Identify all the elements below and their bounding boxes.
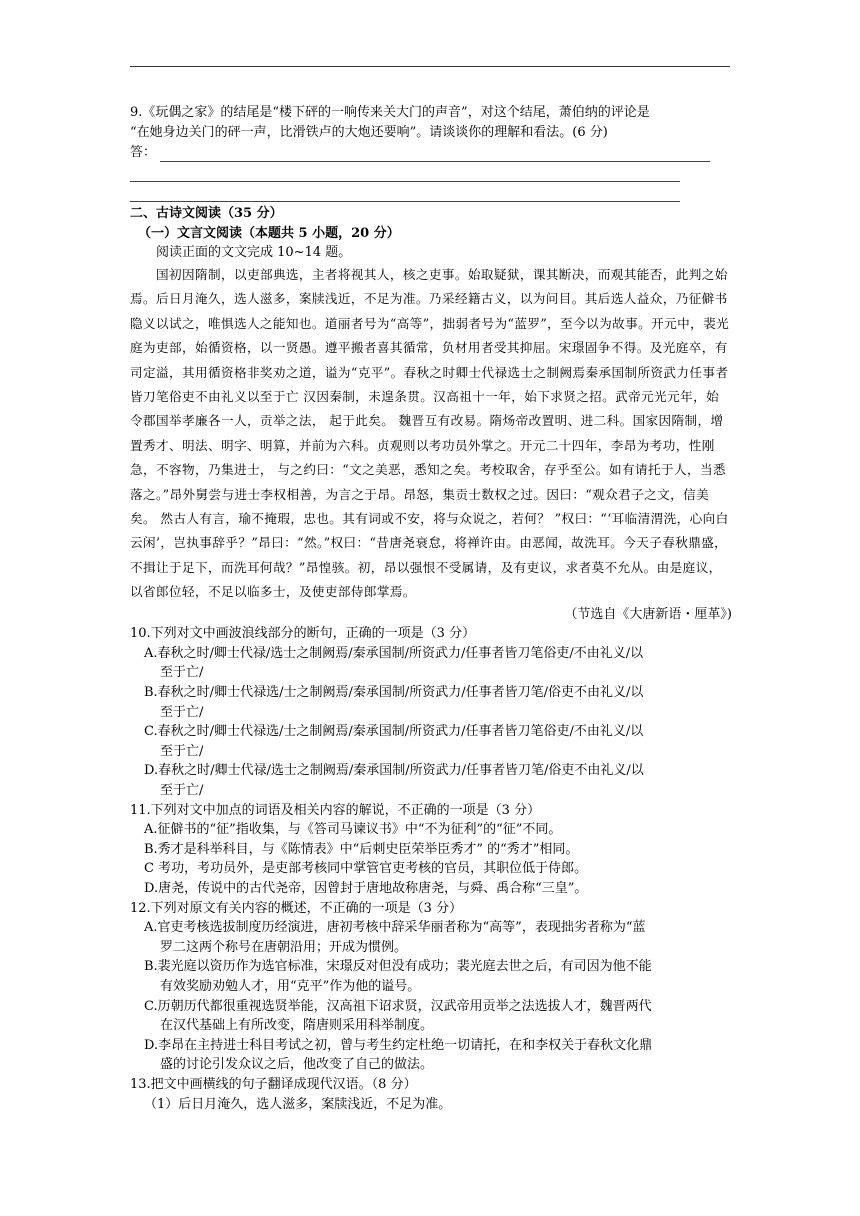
q10-option-d[interactable]: D.春秋之时/卿士代禄/选士之制阙焉/秦承国制/所资武力/任事者皆刀笔/俗吏不由礼义/以 — [144, 763, 644, 779]
subsection-title: （一）文言文阅读（本题共 5 小题，20 分） — [138, 225, 400, 241]
answer-line-1[interactable] — [160, 142, 710, 162]
reading-instruction: 阅读正面的文文完成 10~14 题。 — [156, 245, 352, 261]
q12-option-b[interactable]: B.裴光庭以资历作为选官标准，宋璟反对但没有成功；裴光庭去世之后，有司因为他不能 — [144, 959, 652, 975]
question-11-stem: 11.下列对文中加点的词语及相关内容的解说，不正确的一项是（3 分） — [130, 802, 541, 818]
answer-line-3[interactable] — [130, 182, 680, 202]
q10-option-b[interactable]: B.春秋之时/卿士代禄选/士之制阙焉/秦承国制/所资武力/任事者皆刀笔/俗吏不由礼义/以 — [144, 685, 644, 701]
answer-line-2[interactable] — [130, 162, 680, 182]
q10-option-c-cont: 至于亡/ — [160, 743, 204, 759]
q12-option-d[interactable]: D.李昂在主持进士科目考试之初，曾与考生约定杜绝一切请托，在和李权关于春秋文化鼎 — [144, 1037, 653, 1053]
question-9-line1: 9.《玩偶之家》的结尾是“楼下砰的一响传来关大门的声音”，对这个结尾，萧伯纳的评论是 — [130, 105, 650, 120]
q13-sentence-1: （1）后日月淹久，选人滋多，案牍浅近，不足为准。 — [144, 1096, 452, 1112]
question-12-stem: 12.下列对原文有关内容的概述，不正确的一项是（3 分） — [130, 900, 463, 916]
q11-option-b[interactable]: B.秀才是科举科目，与《陈情表》中“后刺史臣荣举臣秀才” 的“秀才”相同。 — [144, 841, 579, 857]
section-title: 二、古诗文阅读（35 分） — [130, 206, 283, 222]
question-9-line2: “在她身边关门的砰一声，比滑铁卢的大炮还要响”。请谈谈你的理解和看法。(6 分) — [130, 124, 608, 140]
q10-option-c[interactable]: C.春秋之时/卿士代禄选/士之制阙焉/秦承国制/所资武力/任事者皆刀笔俗吏/不由礼义/以 — [144, 724, 644, 740]
q10-option-d-cont: 至于亡/ — [160, 783, 204, 798]
q12-option-c-cont: 在汉代基础上有所改变，隋唐则采用科举制度。 — [160, 1018, 434, 1034]
question-10-stem: 10.下列对文中画波浪线部分的断句，正确的一项是（3 分） — [130, 626, 476, 642]
answer-row — [130, 142, 732, 162]
answer-label: 答： — [130, 144, 157, 160]
q12-option-a-cont: 罗二这两个称号在唐朝沿用；开成为惯例。 — [160, 939, 408, 955]
q12-option-b-cont: 有效奖励劝勉人才，用“克平”作为他的谥号。 — [160, 978, 421, 994]
q10-option-a-cont: 至于亡/ — [160, 665, 204, 681]
q11-option-c[interactable]: C 考功，考功员外，是吏部考核同中掌管官吏考核的官员，其职位低于侍郎。 — [144, 861, 588, 877]
passage-source: （节选自《大唐新语・厘革》) — [564, 606, 732, 622]
q12-option-a[interactable]: A.官吏考核选拔制度历经演进，唐初考核中辞采华丽者称为“高等”，表现拙劣者称为“蓝 — [144, 920, 646, 936]
q12-option-d-cont: 盛的讨论引发众议之后，他改变了自己的做法。 — [160, 1057, 434, 1073]
header-rule — [130, 66, 730, 67]
q11-option-d[interactable]: D.唐尧，传说中的古代尧帝，因曾封于唐地故称唐尧，与舜、禹合称“三皇”。 — [144, 880, 588, 896]
classical-passage: 国初因隋制，以吏部典选，主者将视其人，核之吏事。始取疑狱，课其断决，而观其能否，此判之始焉。后日月淹久，选人滋多，案牍浅近，不足为准。乃采经籍古义，以为问目。其后选人益众，乃征僻书隐义以试之，唯惧选人之能知也。道丽者号为“高等”，拙弱者号为“蓝罗”，至今以为故事。开元中，裴光庭为吏部，始循资格，以一贤愚。遵平搬者喜其循常，负材用者受其抑屈。宋璟固争不得。及光庭卒，有司定溢，其用循资格非奖劝之道，谥为“克平”。春秋之时卿士代禄选士之制阙焉秦承国制所资武力任事者皆刀笔俗吏不由礼义以至于亡 汉因秦制，未遑条贯。汉高祖十一年，始下求贤之招。武帝元光元年，始令郡国举孝廉各一人，贡举之法， 起于此矣。 魏晋互有改易。隋炀帝改置明、进二科。国家因隋制，增置秀才、明法、明字、明算，并前为六科。贞观则以考功员外掌之。开元二十四年，李昂为考功，性刚急，不容物，乃集进士， 与之约曰：“文之美恶，悉知之矣。考校取舍，存乎至公。如有请托于人，当悉落之。”昂外舅尝与进士李权相善，为言之于昂。昂怒，集贡士数权之过。因曰：“观众君子之文，信美矣。 然古人有言，瑜不掩瑕，忠也。其有词或不安，将与众说之，若何？ ”权曰：“‘耳临清渭洗，心向白云闲’，岂执事辞乎？”昂曰：“然。”权曰：“昔唐尧衰怠，将禅许由。由恶闻，故洗耳。今天子春秋鼎盛，不揖让于足下，而洗耳何哉？”昂惶骇。初，昂以强恨不受属请，及有吏议，求者莫不允从。由是庭议，以省郎位轻，不足以临多士，及使吏部侍郎掌焉。 — [130, 266, 730, 600]
q11-option-a[interactable]: A.征僻书的“征”指收集，与《答司马谏议书》中“不为征利”的“征”不同。 — [144, 822, 562, 838]
exam-page — [130, 103, 732, 1114]
q12-option-c[interactable]: C.历朝历代都很重视选贤举能，汉高祖下诏求贤，汉武帝用贡举之法选拔人才，魏晋两代 — [144, 998, 652, 1014]
question-13-stem: 13.把文中画横线的句子翻译成现代汉语。（8 分） — [130, 1076, 417, 1092]
q10-option-b-cont: 至于亡/ — [160, 704, 204, 720]
q10-option-a[interactable]: A.春秋之时/卿士代禄/选士之制阙焉/秦承国制/所资武力/任事者皆刀笔俗吏/不由礼义/以 — [144, 645, 644, 661]
